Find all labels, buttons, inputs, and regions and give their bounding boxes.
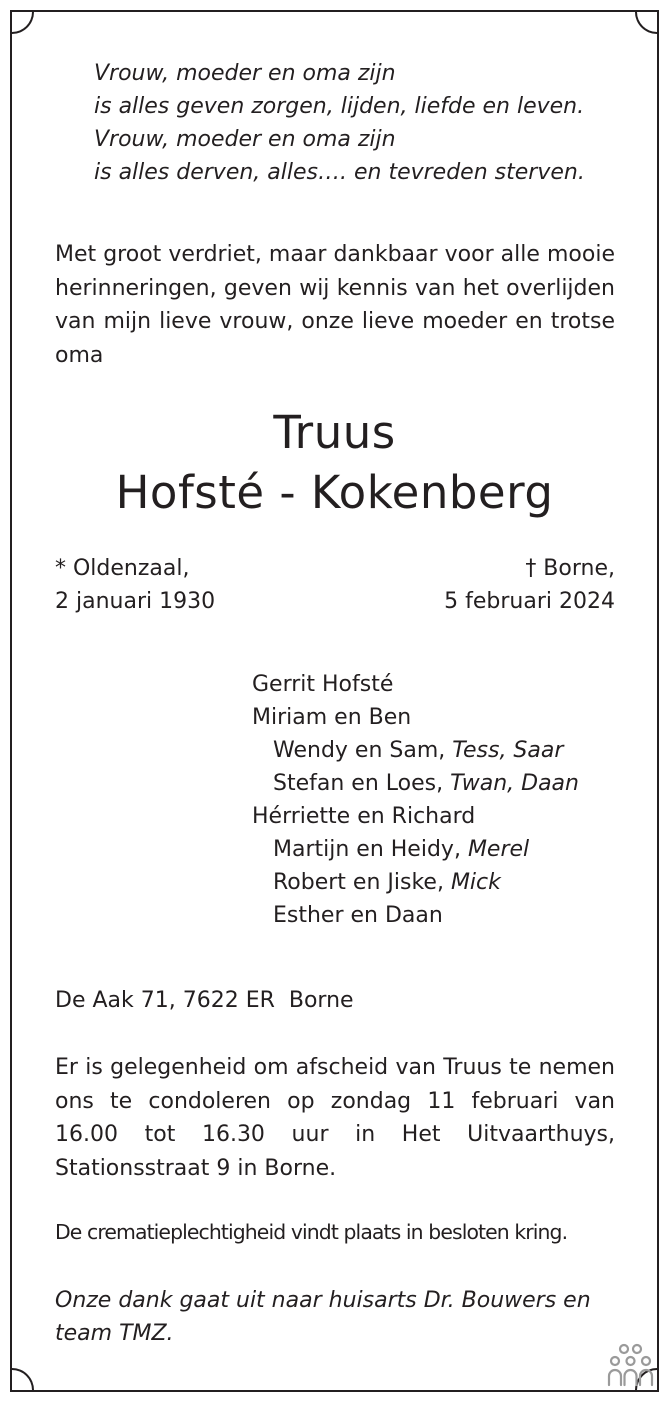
family-member [252, 800, 652, 833]
family-people-logo-icon [606, 1343, 654, 1387]
family-member [252, 767, 652, 800]
grandchildren-names: Twan, Daan [450, 771, 579, 796]
family-member [252, 899, 652, 932]
family-list [252, 668, 652, 932]
poem [94, 57, 634, 189]
family-names: Esther en Daan [273, 903, 443, 928]
birth-info [55, 552, 215, 618]
death-date: 5 februari 2024 [444, 589, 615, 614]
family-names: Stefan en Loes, [273, 771, 451, 796]
death-place: † Borne, [525, 556, 615, 581]
deceased-full-name: Hofsté - Kokenberg [115, 466, 554, 519]
family-member [252, 734, 652, 767]
poem-line: Vrouw, moeder en oma zijn [94, 127, 396, 152]
poem-line: Vrouw, moeder en oma zijn [94, 61, 396, 86]
death-info [444, 552, 615, 618]
correspondence-address: De Aak 71, 7622 ER Borne [55, 988, 354, 1013]
grandchildren-names: Mick [450, 870, 501, 895]
birth-place: * Oldenzaal, [55, 556, 190, 581]
family-names: Miriam en Ben [252, 705, 412, 730]
family-member [252, 668, 652, 701]
visitation-text: Er is gelegenheid om afscheid van Truus te nemen ons te condoleren op zondag 11 februari van 16.00 tot 16.30 uur in Het Uitvaarthuys, Stationsstraat 9 in Borne. [55, 1055, 615, 1181]
cremation-text: De crematieplechtigheid vindt plaats in besloten kring. [55, 1220, 568, 1244]
family-member [252, 701, 652, 734]
grandchildren-names: Tess, Saar [452, 738, 564, 763]
family-member [252, 866, 652, 899]
poem-line: is alles geven zorgen, lijden, liefde en leven. [94, 94, 585, 119]
family-names: Gerrit Hofsté [252, 672, 394, 697]
grandchildren-names: Merel [467, 837, 530, 862]
family-member [252, 833, 652, 866]
deceased-first-name: Truus [273, 406, 396, 459]
intro-text: Met groot verdriet, maar dankbaar voor alle mooie herinneringen, geven wij kennis van het overlijden van mijn lieve vrouw, onze lieve moeder en trotse oma [55, 242, 615, 368]
poem-line: is alles derven, alles…. en tevreden sterven. [94, 160, 585, 185]
thanks-text: Onze dank gaat uit naar huisarts Dr. Bouwers en team TMZ. [55, 1288, 591, 1346]
family-names: Martijn en Heidy, [273, 837, 468, 862]
family-names: Wendy en Sam, [273, 738, 453, 763]
family-names: Robert en Jiske, [273, 870, 451, 895]
birth-date: 2 januari 1930 [55, 589, 216, 614]
family-names: Hérriette en Richard [252, 804, 476, 829]
